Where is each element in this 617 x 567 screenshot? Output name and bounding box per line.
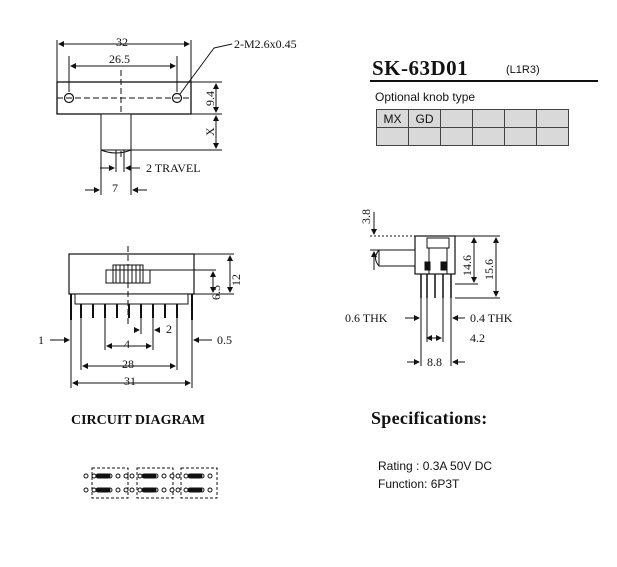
dim-0-5: 0.5 [217, 333, 232, 347]
knob-table [376, 109, 569, 146]
dim-x: X [203, 127, 217, 136]
dim-0-6-thk: 0.6 THK [345, 311, 388, 325]
knob-row [377, 110, 569, 128]
dim-2: 2 [166, 322, 172, 336]
circuit-title: CIRCUIT DIAGRAM [71, 413, 205, 428]
dim-travel: 2 TRAVEL [146, 161, 201, 175]
dim-4: 4 [124, 337, 130, 351]
model-title: SK-63D01 [372, 56, 469, 80]
knob-cell [441, 128, 473, 146]
dim-0-4-thk: 0.4 THK [470, 311, 513, 325]
dim-3-8: 3.8 [359, 209, 373, 224]
knob-label: Optional knob type [375, 90, 476, 104]
knob-cell [473, 128, 505, 146]
model-code: (L1R3) [506, 64, 540, 76]
top-view-labels [109, 35, 297, 195]
dim-7: 7 [112, 181, 118, 195]
top-view [57, 40, 232, 195]
side-view-labels [345, 209, 513, 369]
knob-cell: MX [377, 110, 409, 128]
dim-28: 28 [122, 357, 134, 371]
dim-6-5: 6.5 [209, 285, 223, 300]
knob-cell [473, 110, 505, 128]
title-rule [370, 80, 598, 82]
knob-cell [537, 128, 569, 146]
dim-15-6: 15.6 [482, 259, 496, 280]
knob-cell [377, 128, 409, 146]
dim-9-4: 9.4 [203, 91, 217, 106]
spec-title: Specifications: [371, 408, 488, 428]
dim-1: 1 [38, 333, 44, 347]
dim-31: 31 [124, 374, 136, 388]
knob-row [377, 128, 569, 146]
knob-cell [505, 110, 537, 128]
knob-cell: GD [409, 110, 441, 128]
dim-8-8: 8.8 [427, 355, 442, 369]
dim-32: 32 [116, 35, 128, 49]
dim-4-2: 4.2 [470, 331, 485, 345]
hole-note: 2-M2.6x0.45 [234, 37, 297, 51]
dim-12: 12 [229, 274, 243, 286]
knob-cell [537, 110, 569, 128]
front-view [50, 246, 234, 388]
knob-cell [409, 128, 441, 146]
dim-14-6: 14.6 [460, 255, 474, 276]
spec-rating: Rating : 0.3A 50V DC [378, 459, 493, 473]
spec-function: Function: 6P3T [378, 477, 460, 491]
circuit-diagram [84, 468, 217, 498]
knob-cell [505, 128, 537, 146]
dim-26-5: 26.5 [109, 52, 130, 66]
knob-cell [441, 110, 473, 128]
